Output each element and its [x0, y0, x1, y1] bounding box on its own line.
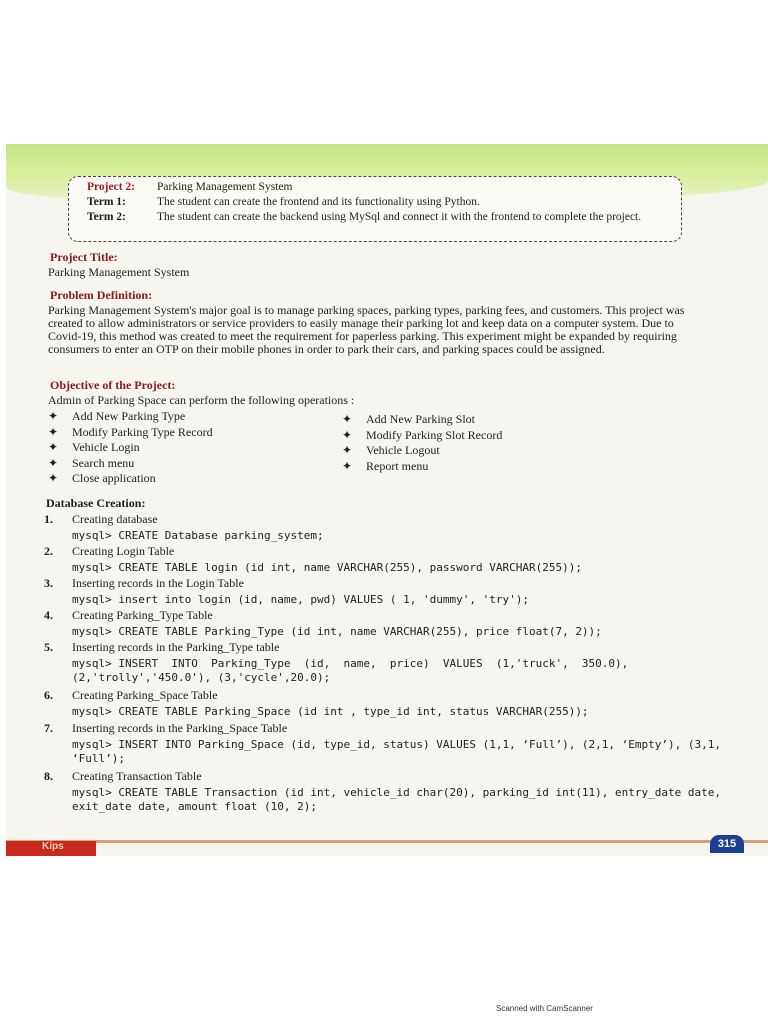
database-heading: Database Creation:: [46, 496, 146, 510]
db-step-command: mysql> INSERT INTO Parking_Space (id, type_id, status) VALUES (1,1, ‘Full’), (2,1, ‘Empty’), (3,1, ‘Full’);: [72, 738, 728, 765]
term1-row: [87, 196, 667, 208]
db-step-command: mysql> CREATE TABLE Transaction (id int, vehicle_id char(20), parking_id int(11), entry_date date, exit_date date, amount float (10, 2);: [72, 786, 728, 813]
star-bullet-icon: ✦: [48, 409, 59, 423]
list-item: [48, 425, 213, 441]
term1-value: The student can create the frontend and its functionality using Python.: [157, 196, 480, 208]
db-step-command: mysql> CREATE TABLE login (id int, name VARCHAR(255), password VARCHAR(255));: [72, 561, 582, 574]
db-step-title: Creating Login Table: [72, 544, 175, 558]
db-step-title: Inserting records in the Parking_Type table: [72, 640, 280, 654]
db-step-number: 4.: [44, 608, 53, 622]
term2-value: The student can create the backend using MySql and connect it with the frontend to complete the project.: [157, 211, 642, 223]
db-step-title: Creating Parking_Space Table: [72, 688, 218, 702]
star-bullet-icon: ✦: [48, 455, 59, 470]
db-step: [44, 721, 744, 766]
objective-list-right: [342, 412, 502, 474]
brand-label: Kips: [42, 841, 64, 852]
db-step: [44, 640, 744, 685]
list-item: [48, 456, 213, 472]
list-item: [342, 428, 502, 444]
problem-definition-text: Parking Management System's major goal is to manage parking spaces, parking types, parking fees, and customers. This project was created to allow administrators or service providers to easily manage their parking lot and keep data on a computer system. Due to Covid-19, this method was created to meet the requirement for paperless parking. This experiment might be expanded by requiring consumers to enter an OTP on their mobile phones in order to park their cars, and parking spaces could be assigned.: [48, 303, 685, 356]
db-step-title: Inserting records in the Parking_Space Table: [72, 721, 288, 735]
list-item-label: Vehicle Login: [72, 440, 140, 454]
list-item: [342, 443, 502, 459]
footer-rule: [6, 840, 768, 843]
db-step: [44, 608, 744, 639]
objective-list-left: [48, 409, 213, 487]
db-step-title: Inserting records in the Login Table: [72, 576, 244, 590]
db-step-title: Creating Parking_Type Table: [72, 608, 213, 622]
list-item-label: Add New Parking Type: [72, 409, 186, 423]
project-row: [87, 181, 667, 193]
project-value: Parking Management System: [157, 181, 293, 193]
project-box: [68, 176, 682, 242]
star-bullet-icon: ✦: [342, 427, 353, 442]
page-number-badge: 315: [710, 835, 744, 853]
list-item-label: Search menu: [72, 455, 135, 470]
book-page: [6, 144, 768, 856]
db-step-command: mysql> CREATE TABLE Parking_Space (id int , type_id int, status VARCHAR(255));: [72, 705, 589, 718]
db-step: [44, 544, 744, 575]
project-title-text: Parking Management System: [48, 265, 190, 279]
scanner-watermark: Scanned with CamScanner: [496, 1004, 593, 1013]
list-item-label: Vehicle Logout: [366, 443, 440, 457]
db-step-number: 2.: [44, 544, 53, 558]
db-step-number: 6.: [44, 688, 53, 702]
db-step: [44, 688, 744, 719]
list-item: [342, 412, 502, 428]
list-item: [342, 459, 502, 475]
db-step-number: 7.: [44, 721, 53, 735]
objective-heading: Objective of the Project:: [50, 378, 176, 392]
star-bullet-icon: ✦: [342, 443, 353, 457]
db-step: [44, 576, 744, 607]
list-item: [48, 440, 213, 456]
list-item: [48, 409, 213, 425]
db-step-command: mysql> CREATE Database parking_system;: [72, 529, 324, 542]
list-item-label: Add New Parking Slot: [366, 412, 475, 426]
list-item-label: Modify Parking Type Record: [72, 424, 213, 439]
list-item-label: Close application: [72, 471, 156, 485]
db-step-command: mysql> CREATE TABLE Parking_Type (id int, name VARCHAR(255), price float(7, 2));: [72, 625, 602, 638]
db-step-number: 5.: [44, 640, 53, 654]
problem-definition-heading: Problem Definition:: [50, 288, 153, 302]
db-step-command: mysql> INSERT INTO Parking_Type (id, name, price) VALUES (1,'truck', 350.0), (2,'trolly','450.0'), (3,'cycle',20.0);: [72, 657, 635, 684]
db-step-title: Creating Transaction Table: [72, 769, 202, 783]
db-step: [44, 512, 744, 543]
db-step-command: mysql> insert into login (id, name, pwd) VALUES ( 1, 'dummy', 'try');: [72, 593, 529, 606]
db-step-number: 8.: [44, 769, 53, 783]
list-item: [48, 471, 213, 487]
term2-key: Term 2:: [87, 211, 126, 223]
objective-intro: Admin of Parking Space can perform the following operations :: [48, 393, 355, 407]
list-item-label: Modify Parking Slot Record: [366, 427, 503, 442]
star-bullet-icon: ✦: [48, 471, 59, 485]
project-key: Project 2:: [87, 181, 135, 193]
star-bullet-icon: ✦: [48, 440, 59, 454]
list-item-label: Report menu: [366, 458, 429, 473]
term2-row: [87, 211, 667, 223]
term1-key: Term 1:: [87, 196, 126, 208]
db-step-number: 1.: [44, 512, 53, 526]
star-bullet-icon: ✦: [342, 412, 353, 426]
star-bullet-icon: ✦: [342, 458, 353, 473]
db-step-number: 3.: [44, 576, 53, 590]
db-step-title: Creating database: [72, 512, 158, 526]
star-bullet-icon: ✦: [48, 424, 59, 439]
db-step: [44, 769, 744, 814]
project-title-heading: Project Title:: [50, 250, 118, 264]
